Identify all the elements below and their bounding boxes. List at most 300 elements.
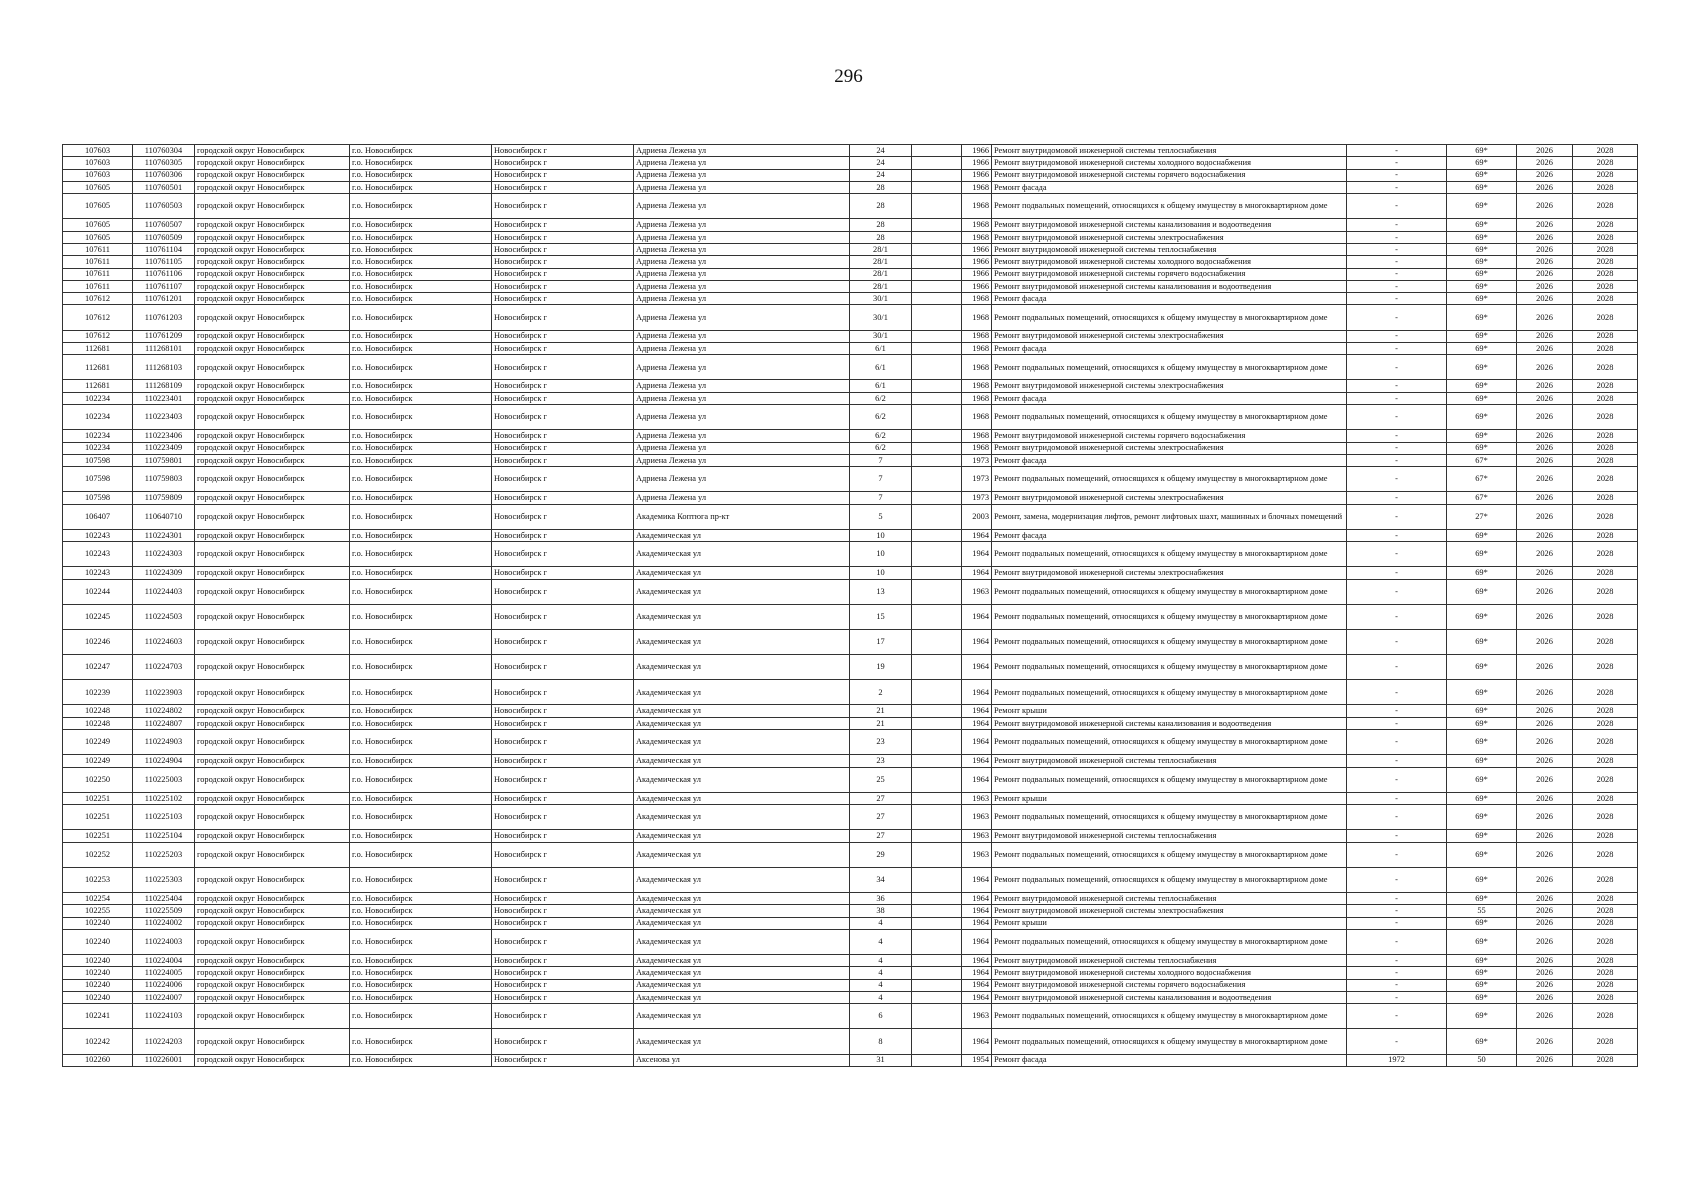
cell-work-type: Ремонт внутридомовой инженерной системы холодного водоснабжения: [992, 157, 1347, 169]
table-row: [63, 730, 1638, 755]
cell-municipal-entity: г.о. Новосибирск: [350, 867, 492, 892]
cell-work-id: 110759801: [133, 454, 195, 466]
cell-work-id: 110761201: [133, 293, 195, 305]
cell-period-end: 2028: [1573, 529, 1638, 541]
cell-period-start: 2026: [1517, 991, 1573, 1003]
cell-period-end: 2028: [1573, 492, 1638, 504]
cell-last-repair-year: -: [1347, 979, 1447, 991]
cell-build-year: 1973: [962, 454, 992, 466]
cell-build-year: 1968: [962, 181, 992, 193]
cell-period-end: 2028: [1573, 805, 1638, 830]
cell-period-start: 2026: [1517, 892, 1573, 904]
cell-house-number: 28: [850, 219, 912, 231]
cell-municipal-district: городской округ Новосибирск: [195, 330, 350, 342]
cell-work-id: 110225104: [133, 830, 195, 842]
cell-settlement: Новосибирск г: [492, 991, 634, 1003]
cell-period-start: 2026: [1517, 767, 1573, 792]
cell-period-end: 2028: [1573, 991, 1638, 1003]
cell-building: [912, 705, 962, 717]
cell-last-repair-year: -: [1347, 504, 1447, 529]
cell-house-id: 102243: [63, 542, 133, 567]
cell-work-type: Ремонт подвальных помещений, относящихся к общему имуществу в многоквартирном доме: [992, 767, 1347, 792]
cell-house-id: 112681: [63, 380, 133, 392]
cell-municipal-entity: г.о. Новосибирск: [350, 392, 492, 404]
cell-settlement: Новосибирск г: [492, 442, 634, 454]
cell-building: [912, 256, 962, 268]
cell-municipal-district: городской округ Новосибирск: [195, 405, 350, 430]
cell-municipal-entity: г.о. Новосибирск: [350, 705, 492, 717]
cell-work-type: Ремонт крыши: [992, 792, 1347, 804]
cell-municipal-district: городской округ Новосибирск: [195, 842, 350, 867]
cell-building: [912, 1054, 962, 1066]
cell-last-repair-year: -: [1347, 830, 1447, 842]
cell-street: Адриена Лежена ул: [634, 293, 850, 305]
cell-municipal-district: городской округ Новосибирск: [195, 454, 350, 466]
cell-settlement: Новосибирск г: [492, 717, 634, 729]
cell-last-repair-year: -: [1347, 442, 1447, 454]
cell-last-repair-year: 1972: [1347, 1054, 1447, 1066]
cell-house-id: 102250: [63, 767, 133, 792]
cell-period-start: 2026: [1517, 604, 1573, 629]
cell-work-id: 110225203: [133, 842, 195, 867]
cell-wear-percent: 69*: [1447, 305, 1517, 330]
cell-work-type: Ремонт подвальных помещений, относящихся к общему имуществу в многоквартирном доме: [992, 405, 1347, 430]
cell-settlement: Новосибирск г: [492, 504, 634, 529]
cell-street: Академическая ул: [634, 991, 850, 1003]
cell-wear-percent: 69*: [1447, 1004, 1517, 1029]
cell-house-id: 102241: [63, 1004, 133, 1029]
cell-house-number: 28/1: [850, 256, 912, 268]
cell-wear-percent: 69*: [1447, 830, 1517, 842]
repair-program-table: [62, 144, 1638, 1067]
cell-period-start: 2026: [1517, 355, 1573, 380]
cell-work-type: Ремонт крыши: [992, 917, 1347, 929]
cell-settlement: Новосибирск г: [492, 604, 634, 629]
cell-house-number: 28/1: [850, 268, 912, 280]
cell-house-number: 2: [850, 680, 912, 705]
cell-work-type: Ремонт подвальных помещений, относящихся к общему имуществу в многоквартирном доме: [992, 579, 1347, 604]
cell-work-id: 110225509: [133, 905, 195, 917]
cell-settlement: Новосибирск г: [492, 268, 634, 280]
cell-period-end: 2028: [1573, 954, 1638, 966]
cell-house-number: 5: [850, 504, 912, 529]
cell-last-repair-year: -: [1347, 929, 1447, 954]
cell-wear-percent: 69*: [1447, 256, 1517, 268]
table-row: [63, 330, 1638, 342]
table-row: [63, 405, 1638, 430]
cell-house-number: 19: [850, 655, 912, 680]
cell-period-start: 2026: [1517, 231, 1573, 243]
cell-period-end: 2028: [1573, 392, 1638, 404]
cell-wear-percent: 69*: [1447, 194, 1517, 219]
table-row: [63, 542, 1638, 567]
cell-work-type: Ремонт внутридомовой инженерной системы канализования и водоотведения: [992, 219, 1347, 231]
cell-municipal-entity: г.о. Новосибирск: [350, 529, 492, 541]
cell-settlement: Новосибирск г: [492, 243, 634, 255]
cell-build-year: 2003: [962, 504, 992, 529]
cell-street: Академическая ул: [634, 717, 850, 729]
page-number: 296: [834, 66, 863, 87]
cell-municipal-entity: г.о. Новосибирск: [350, 504, 492, 529]
cell-settlement: Новосибирск г: [492, 655, 634, 680]
cell-last-repair-year: -: [1347, 243, 1447, 255]
cell-municipal-entity: г.о. Новосибирск: [350, 730, 492, 755]
cell-settlement: Новосибирск г: [492, 256, 634, 268]
cell-house-id: 107611: [63, 268, 133, 280]
cell-municipal-entity: г.о. Новосибирск: [350, 967, 492, 979]
cell-period-end: 2028: [1573, 905, 1638, 917]
cell-last-repair-year: -: [1347, 194, 1447, 219]
cell-building: [912, 169, 962, 181]
cell-municipal-district: городской округ Новосибирск: [195, 194, 350, 219]
cell-settlement: Новосибирск г: [492, 454, 634, 466]
cell-municipal-entity: г.о. Новосибирск: [350, 542, 492, 567]
cell-last-repair-year: -: [1347, 542, 1447, 567]
cell-settlement: Новосибирск г: [492, 792, 634, 804]
cell-house-id: 102245: [63, 604, 133, 629]
cell-settlement: Новосибирск г: [492, 705, 634, 717]
cell-street: Академическая ул: [634, 905, 850, 917]
cell-settlement: Новосибирск г: [492, 567, 634, 579]
table-row: [63, 145, 1638, 157]
cell-settlement: Новосибирск г: [492, 492, 634, 504]
cell-settlement: Новосибирск г: [492, 842, 634, 867]
cell-last-repair-year: -: [1347, 305, 1447, 330]
cell-municipal-entity: г.о. Новосибирск: [350, 405, 492, 430]
cell-period-start: 2026: [1517, 542, 1573, 567]
cell-build-year: 1964: [962, 542, 992, 567]
cell-house-number: 4: [850, 929, 912, 954]
cell-settlement: Новосибирск г: [492, 579, 634, 604]
cell-work-type: Ремонт фасада: [992, 293, 1347, 305]
cell-period-start: 2026: [1517, 268, 1573, 280]
cell-period-start: 2026: [1517, 169, 1573, 181]
cell-period-end: 2028: [1573, 830, 1638, 842]
cell-period-end: 2028: [1573, 268, 1638, 280]
cell-work-id: 111268109: [133, 380, 195, 392]
cell-building: [912, 467, 962, 492]
cell-work-id: 110761209: [133, 330, 195, 342]
cell-municipal-district: городской округ Новосибирск: [195, 604, 350, 629]
cell-house-id: 107598: [63, 467, 133, 492]
table-row: [63, 194, 1638, 219]
cell-house-number: 6/2: [850, 442, 912, 454]
cell-period-start: 2026: [1517, 967, 1573, 979]
cell-work-id: 110760503: [133, 194, 195, 219]
cell-period-start: 2026: [1517, 442, 1573, 454]
cell-work-type: Ремонт внутридомовой инженерной системы электроснабжения: [992, 492, 1347, 504]
cell-last-repair-year: -: [1347, 755, 1447, 767]
cell-building: [912, 231, 962, 243]
cell-wear-percent: 69*: [1447, 380, 1517, 392]
cell-settlement: Новосибирск г: [492, 629, 634, 654]
cell-build-year: 1968: [962, 219, 992, 231]
cell-work-id: 110225303: [133, 867, 195, 892]
cell-wear-percent: 69*: [1447, 392, 1517, 404]
cell-last-repair-year: -: [1347, 454, 1447, 466]
cell-period-end: 2028: [1573, 355, 1638, 380]
cell-settlement: Новосибирск г: [492, 181, 634, 193]
cell-municipal-entity: г.о. Новосибирск: [350, 629, 492, 654]
cell-work-type: Ремонт подвальных помещений, относящихся к общему имуществу в многоквартирном доме: [992, 355, 1347, 380]
cell-work-type: Ремонт подвальных помещений, относящихся к общему имуществу в многоквартирном доме: [992, 680, 1347, 705]
cell-last-repair-year: -: [1347, 145, 1447, 157]
cell-street: Академическая ул: [634, 792, 850, 804]
cell-period-start: 2026: [1517, 392, 1573, 404]
cell-municipal-district: городской округ Новосибирск: [195, 954, 350, 966]
cell-municipal-district: городской округ Новосибирск: [195, 830, 350, 842]
cell-period-end: 2028: [1573, 405, 1638, 430]
cell-house-number: 4: [850, 979, 912, 991]
cell-last-repair-year: -: [1347, 529, 1447, 541]
cell-period-start: 2026: [1517, 1054, 1573, 1066]
cell-work-type: Ремонт подвальных помещений, относящихся к общему имуществу в многоквартирном доме: [992, 194, 1347, 219]
cell-period-end: 2028: [1573, 219, 1638, 231]
cell-work-id: 110224103: [133, 1004, 195, 1029]
cell-building: [912, 954, 962, 966]
cell-building: [912, 805, 962, 830]
table-row: [63, 567, 1638, 579]
cell-municipal-entity: г.о. Новосибирск: [350, 1004, 492, 1029]
table-row: [63, 917, 1638, 929]
cell-building: [912, 967, 962, 979]
cell-municipal-entity: г.о. Новосибирск: [350, 767, 492, 792]
cell-work-type: Ремонт фасада: [992, 1054, 1347, 1066]
cell-build-year: 1973: [962, 492, 992, 504]
cell-house-id: 112681: [63, 342, 133, 354]
cell-house-id: 106407: [63, 504, 133, 529]
cell-house-id: 102240: [63, 991, 133, 1003]
cell-street: Адриена Лежена ул: [634, 268, 850, 280]
cell-municipal-entity: г.о. Новосибирск: [350, 655, 492, 680]
table-row: [63, 243, 1638, 255]
cell-period-start: 2026: [1517, 305, 1573, 330]
cell-house-id: 102243: [63, 529, 133, 541]
cell-municipal-district: городской округ Новосибирск: [195, 767, 350, 792]
cell-build-year: 1964: [962, 567, 992, 579]
cell-street: Адриена Лежена ул: [634, 380, 850, 392]
cell-house-number: 6/2: [850, 430, 912, 442]
cell-period-end: 2028: [1573, 1029, 1638, 1054]
table-row: [63, 305, 1638, 330]
cell-house-id: 102251: [63, 792, 133, 804]
cell-settlement: Новосибирск г: [492, 231, 634, 243]
cell-street: Академическая ул: [634, 1004, 850, 1029]
cell-building: [912, 767, 962, 792]
cell-house-id: 102260: [63, 1054, 133, 1066]
cell-work-id: 110761105: [133, 256, 195, 268]
cell-work-id: 110224403: [133, 579, 195, 604]
cell-municipal-entity: г.о. Новосибирск: [350, 1029, 492, 1054]
cell-house-number: 29: [850, 842, 912, 867]
cell-work-type: Ремонт фасада: [992, 342, 1347, 354]
cell-wear-percent: 69*: [1447, 805, 1517, 830]
cell-municipal-district: городской округ Новосибирск: [195, 293, 350, 305]
cell-last-repair-year: -: [1347, 991, 1447, 1003]
cell-wear-percent: 69*: [1447, 405, 1517, 430]
cell-municipal-entity: г.о. Новосибирск: [350, 442, 492, 454]
cell-building: [912, 529, 962, 541]
cell-municipal-district: городской округ Новосибирск: [195, 305, 350, 330]
table-row: [63, 954, 1638, 966]
cell-municipal-district: городской округ Новосибирск: [195, 280, 350, 292]
cell-settlement: Новосибирск г: [492, 767, 634, 792]
table-row: [63, 842, 1638, 867]
cell-settlement: Новосибирск г: [492, 219, 634, 231]
cell-house-number: 4: [850, 917, 912, 929]
cell-work-type: Ремонт подвальных помещений, относящихся к общему имуществу в многоквартирном доме: [992, 1004, 1347, 1029]
cell-house-number: 7: [850, 467, 912, 492]
table-row: [63, 454, 1638, 466]
cell-build-year: 1964: [962, 905, 992, 917]
cell-work-type: Ремонт подвальных помещений, относящихся к общему имуществу в многоквартирном доме: [992, 867, 1347, 892]
cell-building: [912, 604, 962, 629]
cell-house-number: 4: [850, 991, 912, 1003]
cell-work-type: Ремонт внутридомовой инженерной системы канализования и водоотведения: [992, 280, 1347, 292]
cell-period-end: 2028: [1573, 454, 1638, 466]
cell-municipal-district: городской округ Новосибирск: [195, 542, 350, 567]
cell-wear-percent: 69*: [1447, 867, 1517, 892]
cell-municipal-district: городской округ Новосибирск: [195, 529, 350, 541]
cell-house-id: 102246: [63, 629, 133, 654]
cell-municipal-district: городской округ Новосибирск: [195, 1054, 350, 1066]
cell-building: [912, 280, 962, 292]
cell-last-repair-year: -: [1347, 680, 1447, 705]
cell-street: Академическая ул: [634, 767, 850, 792]
cell-period-end: 2028: [1573, 755, 1638, 767]
cell-period-start: 2026: [1517, 219, 1573, 231]
cell-period-end: 2028: [1573, 542, 1638, 567]
cell-period-start: 2026: [1517, 979, 1573, 991]
cell-last-repair-year: -: [1347, 330, 1447, 342]
cell-settlement: Новосибирск г: [492, 755, 634, 767]
cell-municipal-district: городской округ Новосибирск: [195, 579, 350, 604]
cell-build-year: 1964: [962, 1029, 992, 1054]
cell-work-type: Ремонт подвальных помещений, относящихся к общему имуществу в многоквартирном доме: [992, 730, 1347, 755]
cell-build-year: 1954: [962, 1054, 992, 1066]
cell-municipal-district: городской округ Новосибирск: [195, 680, 350, 705]
cell-build-year: 1963: [962, 842, 992, 867]
cell-wear-percent: 69*: [1447, 954, 1517, 966]
table-row: [63, 892, 1638, 904]
cell-work-type: Ремонт подвальных помещений, относящихся к общему имуществу в многоквартирном доме: [992, 805, 1347, 830]
cell-house-id: 102234: [63, 442, 133, 454]
cell-work-id: 110224807: [133, 717, 195, 729]
cell-last-repair-year: -: [1347, 705, 1447, 717]
cell-last-repair-year: -: [1347, 892, 1447, 904]
cell-work-id: 110226001: [133, 1054, 195, 1066]
cell-municipal-district: городской округ Новосибирск: [195, 629, 350, 654]
cell-settlement: Новосибирск г: [492, 967, 634, 979]
cell-house-number: 25: [850, 767, 912, 792]
cell-wear-percent: 69*: [1447, 342, 1517, 354]
cell-work-type: Ремонт внутридомовой инженерной системы электроснабжения: [992, 330, 1347, 342]
table-row: [63, 430, 1638, 442]
cell-house-number: 28/1: [850, 280, 912, 292]
cell-municipal-district: городской округ Новосибирск: [195, 181, 350, 193]
cell-period-start: 2026: [1517, 717, 1573, 729]
cell-last-repair-year: -: [1347, 355, 1447, 380]
cell-work-type: Ремонт внутридомовой инженерной системы теплоснабжения: [992, 892, 1347, 904]
cell-last-repair-year: -: [1347, 256, 1447, 268]
table-row: [63, 905, 1638, 917]
table-row: [63, 504, 1638, 529]
cell-municipal-entity: г.о. Новосибирск: [350, 355, 492, 380]
cell-work-type: Ремонт внутридомовой инженерной системы горячего водоснабжения: [992, 268, 1347, 280]
cell-work-type: Ремонт внутридомовой инженерной системы холодного водоснабжения: [992, 256, 1347, 268]
cell-work-id: 110224003: [133, 929, 195, 954]
cell-period-end: 2028: [1573, 280, 1638, 292]
cell-wear-percent: 69*: [1447, 979, 1517, 991]
cell-last-repair-year: -: [1347, 157, 1447, 169]
cell-period-end: 2028: [1573, 629, 1638, 654]
cell-house-number: 10: [850, 529, 912, 541]
cell-street: Академическая ул: [634, 929, 850, 954]
cell-settlement: Новосибирск г: [492, 680, 634, 705]
cell-work-id: 110223903: [133, 680, 195, 705]
table-row: [63, 830, 1638, 842]
cell-work-type: Ремонт фасада: [992, 181, 1347, 193]
cell-street: Адриена Лежена ул: [634, 157, 850, 169]
cell-settlement: Новосибирск г: [492, 979, 634, 991]
cell-house-number: 15: [850, 604, 912, 629]
cell-house-id: 107603: [63, 169, 133, 181]
table-row: [63, 767, 1638, 792]
cell-municipal-entity: г.о. Новосибирск: [350, 430, 492, 442]
cell-build-year: 1968: [962, 342, 992, 354]
cell-build-year: 1964: [962, 529, 992, 541]
cell-municipal-district: городской округ Новосибирск: [195, 567, 350, 579]
cell-build-year: 1968: [962, 231, 992, 243]
cell-period-end: 2028: [1573, 231, 1638, 243]
cell-period-end: 2028: [1573, 243, 1638, 255]
cell-building: [912, 730, 962, 755]
cell-work-id: 110224007: [133, 991, 195, 1003]
cell-last-repair-year: -: [1347, 767, 1447, 792]
cell-period-end: 2028: [1573, 705, 1638, 717]
cell-last-repair-year: -: [1347, 954, 1447, 966]
cell-work-type: Ремонт внутридомовой инженерной системы электроснабжения: [992, 380, 1347, 392]
cell-building: [912, 342, 962, 354]
cell-wear-percent: 69*: [1447, 629, 1517, 654]
cell-street: Аксенова ул: [634, 1054, 850, 1066]
cell-municipal-district: городской округ Новосибирск: [195, 929, 350, 954]
table-row: [63, 655, 1638, 680]
table-row: [63, 293, 1638, 305]
cell-period-end: 2028: [1573, 842, 1638, 867]
cell-period-end: 2028: [1573, 145, 1638, 157]
cell-wear-percent: 69*: [1447, 680, 1517, 705]
cell-work-type: Ремонт внутридомовой инженерной системы электроснабжения: [992, 905, 1347, 917]
cell-settlement: Новосибирск г: [492, 392, 634, 404]
cell-period-end: 2028: [1573, 181, 1638, 193]
table-row: [63, 604, 1638, 629]
cell-house-id: 102248: [63, 705, 133, 717]
cell-period-start: 2026: [1517, 1004, 1573, 1029]
cell-house-number: 6: [850, 1004, 912, 1029]
table-row: [63, 280, 1638, 292]
cell-street: Адриена Лежена ул: [634, 330, 850, 342]
cell-street: Академическая ул: [634, 830, 850, 842]
cell-building: [912, 504, 962, 529]
cell-last-repair-year: -: [1347, 567, 1447, 579]
cell-work-id: 110760306: [133, 169, 195, 181]
cell-build-year: 1963: [962, 830, 992, 842]
cell-build-year: 1968: [962, 293, 992, 305]
cell-work-id: 110224903: [133, 730, 195, 755]
cell-work-id: 110640710: [133, 504, 195, 529]
cell-house-id: 102253: [63, 867, 133, 892]
